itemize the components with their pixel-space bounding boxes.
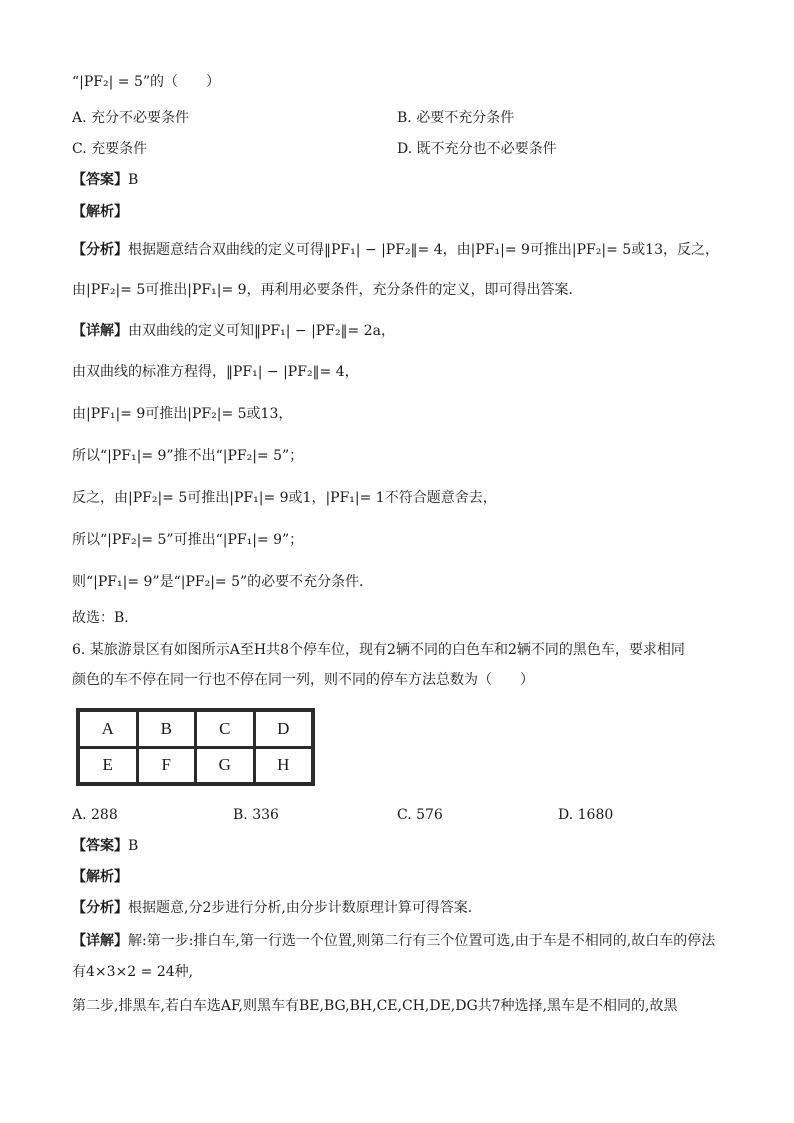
q5-option-b: B. 必要不充分条件: [397, 110, 515, 126]
parking-spot-a: A: [80, 712, 136, 746]
q6-xiangjie-line3: 第二步,排黑车,若白车选AF,则黑车有BE,BG,BH,CE,CH,DE,DG共7种选择,黑车是不相同的,故黑: [72, 998, 678, 1014]
q5-line7: 则“|PF₁|= 9”是“|PF₂|= 5”的必要不充分条件．: [72, 574, 374, 590]
q5-option-a: A. 充分不必要条件: [72, 110, 190, 126]
parking-spot-h: H: [256, 749, 312, 783]
parking-spot-f: F: [139, 749, 195, 783]
jiexi-label: 【解析】: [72, 204, 128, 220]
parking-spot-c: C: [197, 712, 253, 746]
parking-spot-e: E: [80, 749, 136, 783]
answer-label: 【答案】: [72, 838, 128, 854]
fenxi-label: 【分析】: [72, 242, 128, 258]
parking-spot-g: G: [197, 749, 253, 783]
q5-stem-end: “|PF₂| = 5”的（ ）: [72, 74, 221, 90]
q5-line8: 故选：B．: [72, 610, 139, 626]
q6-xiangjie-line1: [72, 931, 715, 951]
fenxi-label: 【分析】: [72, 900, 128, 916]
jiexi-label: 【解析】: [72, 869, 128, 885]
q6-jiexi: [72, 867, 128, 887]
parking-spot-b: B: [139, 712, 195, 746]
q5-line3: 由|PF₁|= 9可推出|PF₂|= 5或13，: [72, 406, 293, 422]
xiangjie-label: 【详解】: [72, 933, 128, 949]
answer-label: 【答案】: [72, 172, 128, 188]
q6-option-b: B. 336: [233, 807, 279, 823]
q6-stem-line1: 6. 某旅游景区有如图所示A至H共8个停车位，现有2辆不同的白色车和2辆不同的黑色车，要求相同: [72, 642, 685, 658]
parking-grid: [76, 708, 315, 786]
q5-line4: 所以“|PF₁|= 9”推不出“|PF₂|= 5”；: [72, 448, 304, 464]
parking-spot-d: D: [256, 712, 312, 746]
q5-line2: 由双曲线的标准方程得，‖PF₁| − |PF₂‖= 4，: [72, 364, 359, 380]
q6-option-a: A. 288: [72, 807, 118, 823]
fenxi-text: 根据题意,分2步进行分析,由分步计数原理计算可得答案.: [128, 900, 473, 916]
q6-answer: [72, 836, 138, 856]
q5-fenxi-line2: 由|PF₂|= 5可推出|PF₁|= 9，再利用必要条件，充分条件的定义，即可得出答案．: [72, 282, 583, 298]
q5-option-c: C. 充要条件: [72, 141, 148, 157]
xiangjie-text: 解:第一步:排白车,第一行选一个位置,则第二行有三个位置可选,由于车是不相同的,故白车的停法: [128, 933, 716, 949]
q5-line5: 反之，由|PF₂|= 5可推出|PF₁|= 9或1，|PF₁|= 1不符合题意舍去，: [72, 490, 497, 506]
xiangjie-label: 【详解】: [72, 323, 128, 339]
answer-value: B: [128, 838, 139, 854]
q5-xiangjie-line1: [72, 321, 395, 341]
fenxi-text: 根据题意结合双曲线的定义可得‖PF₁| − |PF₂‖= 4，由|PF₁|= 9可推出|PF₂|= 5或13，反之，: [128, 242, 719, 258]
q6-xiangjie-line2: 有4×3×2 = 24种,: [72, 964, 194, 980]
q6-option-c: C. 576: [397, 807, 443, 823]
q6-option-d: D. 1680: [558, 807, 614, 823]
q5-option-d: D. 既不充分也不必要条件: [397, 141, 557, 157]
q5-answer: [72, 170, 138, 190]
q6-fenxi: [72, 898, 472, 918]
q5-jiexi: [72, 202, 128, 222]
answer-value: B: [128, 172, 139, 188]
xiangjie-text: 由双曲线的定义可知‖PF₁| − |PF₂‖= 2a，: [128, 323, 395, 339]
q6-stem-line2: 颜色的车不停在同一行也不停在同一列，则不同的停车方法总数为（ ）: [72, 672, 534, 688]
q5-line6: 所以“|PF₂|= 5”可推出“|PF₁|= 9”；: [72, 532, 304, 548]
q5-fenxi-line1: [72, 240, 719, 260]
